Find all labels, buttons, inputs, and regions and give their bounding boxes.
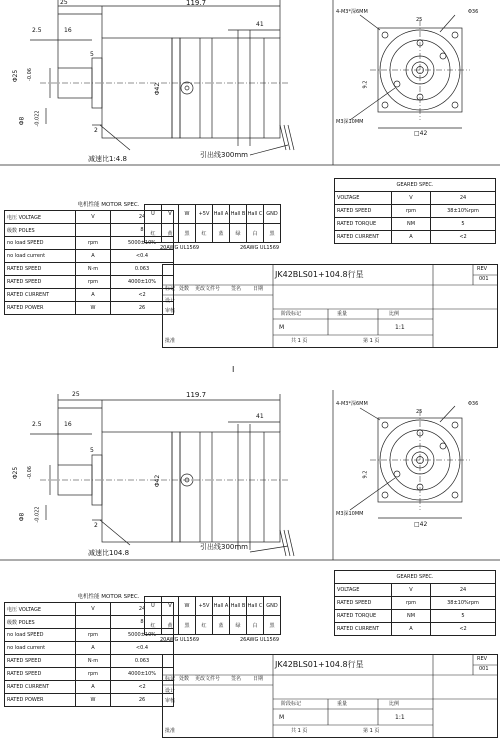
col-doc: 更改文件号 [195, 676, 221, 682]
table-row: VOLTAGE V 24 [335, 192, 496, 205]
col-mark: 标记 [165, 676, 176, 682]
row-approve: 批准 [165, 728, 176, 734]
title-block [162, 264, 498, 348]
dim-25: 25 [60, 0, 68, 6]
model-name: JK42BLS01+104.8行星 [275, 270, 364, 279]
row-design: 设计 [165, 688, 176, 694]
note-m3: M3深10MM [336, 511, 364, 517]
table-row: RATED POWER W 26 [5, 694, 174, 707]
note-lead-wire: 引出线300mm [200, 543, 248, 551]
dim-square: □42 [414, 130, 428, 137]
dim-overall: 119.7 [186, 391, 207, 399]
sheet-number: 第 1 页 [363, 338, 380, 344]
rev-label: REV [477, 266, 488, 272]
dim-front-25: 25 [416, 409, 423, 415]
dim-overall: 119.7 [186, 0, 207, 7]
dim-92: 9.2 [362, 470, 369, 479]
dim-5: 5 [90, 447, 94, 454]
dim-bolt-circle: Φ36 [468, 9, 479, 15]
note-m3: M3深10MM [336, 119, 364, 125]
stage-value: M [279, 714, 285, 721]
dim-92: 9.2 [362, 80, 369, 89]
col-sign: 签名 [231, 286, 242, 292]
table-row: RATED TORQUE NM 5 [335, 218, 496, 231]
wire-table: U V W +5V Hall A Hall B Hall C GND 红 黄 黑 红 蓝 绿 白 黑 [144, 596, 281, 635]
dim-tol2: -0.022 [34, 506, 41, 523]
rev-label: REV [477, 656, 488, 662]
scale-label: 比例 [389, 311, 400, 317]
dim-key-offset: 2.5 [32, 27, 42, 34]
wire-gauge-1: 20AWG UL1569 [160, 245, 200, 251]
sheet-divider-mark: I [232, 365, 235, 374]
dim-square: □42 [414, 521, 428, 528]
note-lead-wire: 引出线300mm [200, 151, 248, 159]
col-count: 处数 [179, 676, 190, 682]
table-row: no load SPEED rpm 5000±10% [5, 629, 174, 642]
table-row: RATED SPEED rpm 38±10%rpm [335, 205, 496, 218]
col-count: 处数 [179, 286, 190, 292]
row-design: 设计 [165, 298, 176, 304]
dim-tol: -0.06 [26, 466, 33, 479]
table-row: no load SPEED rpm 5000±10% [5, 237, 174, 250]
row-review: 审核 [165, 308, 176, 314]
dim-8: Φ8 [18, 116, 26, 126]
dim-bolt-circle: Φ36 [468, 401, 479, 407]
table-row: RATED POWER W 26 [5, 302, 174, 315]
wire-gauge-2: 26AWG UL1569 [240, 245, 280, 251]
dim-25: 25 [72, 391, 80, 398]
note-tapped: 4-M3*深6MM [336, 9, 368, 15]
table-row: RATED CURRENT A <2 [5, 681, 174, 694]
table-row: RATED SPEED rpm 38±10%rpm [335, 597, 496, 610]
table-row: RATED SPEED rpm 4000±10% [5, 276, 174, 289]
table-row: no load current A <0.4 [5, 250, 174, 263]
dim-2: 2 [94, 127, 98, 134]
dim-front-25: 25 [416, 17, 423, 23]
motor-spec-title: 电机性能 MOTOR SPEC. [77, 594, 140, 600]
dim-42: Φ42 [154, 474, 162, 488]
note-ratio: 减速比104.8 [88, 549, 130, 557]
scale-value: 1:1 [395, 714, 405, 721]
table-row: no load current A <0.4 [5, 642, 174, 655]
sheet-number: 第 1 页 [363, 728, 380, 734]
motor-spec-title: 电机性能 MOTOR SPEC. [77, 202, 140, 208]
table-row: RATED SPEED N·m 0.063 [5, 263, 174, 276]
wire-gauge-1: 20AWG UL1569 [160, 637, 200, 643]
geared-spec-title: GEARED SPEC. [335, 571, 496, 584]
row-review: 审核 [165, 698, 176, 704]
geared-spec-table [334, 570, 496, 636]
rev-number: 001 [479, 666, 489, 672]
total-pages: 共 1 页 [291, 728, 308, 734]
scale-value: 1:1 [395, 324, 405, 331]
dim-tol2: -0.022 [34, 110, 41, 127]
dim-2: 2 [94, 522, 98, 529]
scale-label: 比例 [389, 701, 400, 707]
weight-label: 重量 [337, 311, 348, 317]
dim-key-offset: 2.5 [32, 421, 42, 428]
table-row: 级数 POLES 8 [5, 224, 174, 237]
table-row: 电压 VOLTAGE V 24 [5, 211, 174, 224]
dim-key-len: 16 [64, 27, 72, 34]
dim-8: Φ8 [18, 512, 26, 522]
table-row: 电压 VOLTAGE V 24 [5, 603, 174, 616]
weight-label: 重量 [337, 701, 348, 707]
dim-shaft-dia: Φ25 [12, 69, 20, 83]
geared-spec-title: GEARED SPEC. [335, 179, 496, 192]
geared-spec-table [334, 178, 496, 244]
table-row: RATED CURRENT A <2 [335, 623, 496, 636]
table-row: RATED TORQUE NM 5 [335, 610, 496, 623]
stage-label: 阶段标记 [281, 701, 302, 707]
rev-number: 001 [479, 276, 489, 282]
dim-key-len: 16 [64, 421, 72, 428]
note-tapped: 4-M3*深6MM [336, 401, 368, 407]
stage-label: 阶段标记 [281, 311, 302, 317]
col-mark: 标记 [165, 286, 176, 292]
dim-5: 5 [90, 51, 94, 58]
col-doc: 更改文件号 [195, 286, 221, 292]
note-ratio: 减速比1:4.8 [88, 155, 127, 163]
col-date: 日期 [253, 676, 264, 682]
drawing-sheet-bottom [0, 370, 500, 740]
stage-value: M [279, 324, 285, 331]
row-approve: 批准 [165, 338, 176, 344]
model-name: JK42BLS01+104.8行星 [275, 660, 364, 669]
total-pages: 共 1 页 [291, 338, 308, 344]
dim-shaft-dia: Φ25 [12, 466, 20, 480]
dim-body-len: 41 [256, 413, 264, 420]
title-block [162, 654, 498, 738]
wire-table: U V W +5V Hall A Hall B Hall C GND 红 黄 黑 红 蓝 绿 白 黑 [144, 204, 281, 243]
dim-42: Φ42 [154, 82, 162, 96]
dim-body-len: 41 [256, 21, 264, 28]
table-row: VOLTAGE V 24 [335, 584, 496, 597]
table-row: RATED SPEED rpm 4000±10% [5, 668, 174, 681]
table-row: RATED SPEED N·m 0.063 [5, 655, 174, 668]
dim-tol: -0.06 [26, 68, 33, 81]
table-row: RATED CURRENT A <2 [5, 289, 174, 302]
table-row: RATED CURRENT A <2 [335, 231, 496, 244]
col-date: 日期 [253, 286, 264, 292]
col-sign: 签名 [231, 676, 242, 682]
table-row: 级数 POLES 8 [5, 616, 174, 629]
wire-gauge-2: 26AWG UL1569 [240, 637, 280, 643]
